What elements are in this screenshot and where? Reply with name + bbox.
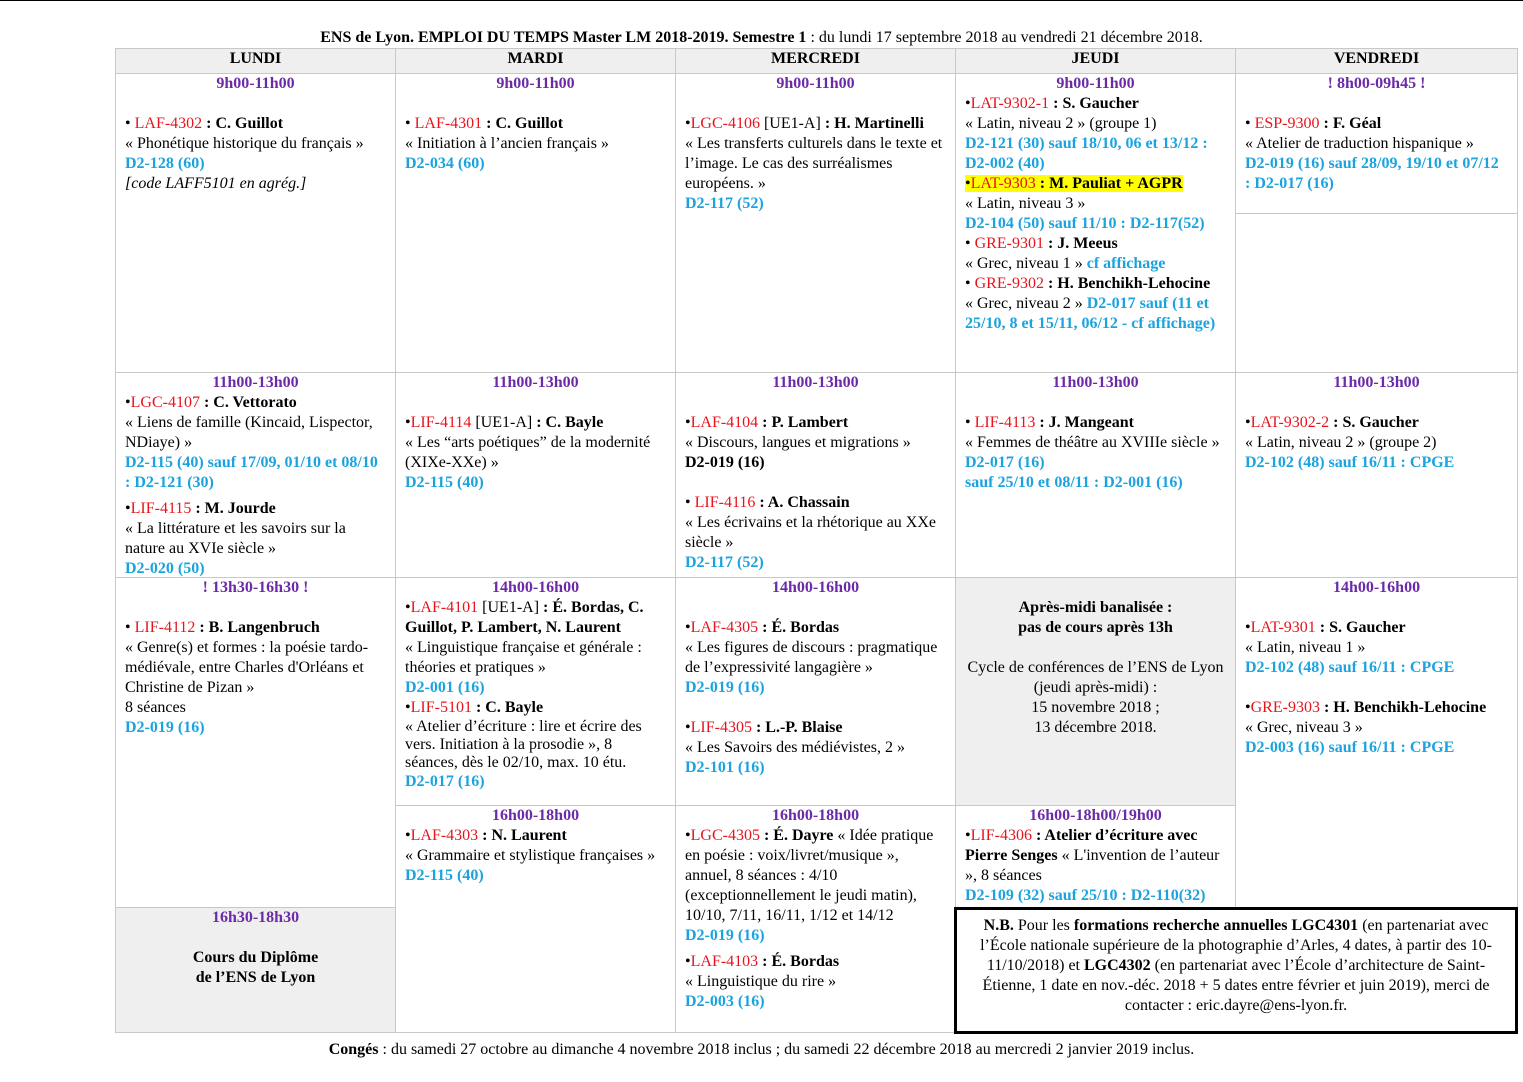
course-title: « Phonétique historique du français »	[125, 135, 364, 152]
course-entry: •LGC-4107 : C. Vettorato	[125, 394, 297, 411]
slot-time: 11h00-13h00	[1333, 374, 1420, 391]
slot-time: 16h00-18h00	[491, 807, 580, 824]
slot-time: 14h00-16h00	[771, 579, 860, 596]
slot-mardi-11h	[395, 372, 676, 578]
slot-mercredi-11h	[675, 372, 956, 578]
top-rule	[0, 0, 1523, 1]
course-title: « Latin, niveau 2 » (groupe 2)	[1245, 434, 1437, 451]
slot-mercredi-14h	[675, 577, 956, 806]
course-room: D2-115 (40)	[405, 867, 484, 884]
notice-date: 15 novembre 2018 ;	[1031, 699, 1160, 716]
contact-email[interactable]: eric.dayre@ens-lyon.fr	[1195, 997, 1344, 1014]
course-entry: •LIF-4115 : M. Jourde	[125, 500, 276, 517]
course-title: Cours du Diplôme	[192, 949, 319, 966]
course-title: « Atelier d’écriture : lire et écrire des vers. Initiation à la prosodie », 8 séances, dès le 02/10, max. 10 étu.	[405, 718, 642, 771]
slot-jeudi-16h	[955, 805, 1236, 908]
course-title: « Latin, niveau 1 »	[1245, 639, 1366, 656]
slot-time: 11h00-13h00	[1052, 374, 1139, 391]
course-entry: • LIF-4112 : B. Langenbruch	[125, 619, 320, 636]
slot-mardi-14h	[395, 577, 676, 806]
slot-vendredi-empty	[1235, 213, 1518, 373]
slot-time: 9h00-11h00	[496, 75, 575, 92]
course-title: « Grec, niveau 1 » cf affichage	[965, 255, 1166, 272]
course-room: D2-104 (50) sauf 11/10 : D2-117(52)	[965, 215, 1205, 232]
course-entry: •LAT-9302-2 : S. Gaucher	[1245, 414, 1419, 431]
notice-heading: pas de cours après 13h	[1018, 619, 1173, 636]
slot-time: 11h00-13h00	[772, 374, 859, 391]
course-room: D2-019 (16)	[125, 719, 205, 736]
course-room: D2-003 (16) sauf 16/11 : CPGE	[1245, 739, 1455, 756]
course-title: « Latin, niveau 3 »	[965, 195, 1086, 212]
slot-time: 9h00-11h00	[776, 75, 855, 92]
slot-time: 14h00-16h00	[491, 579, 580, 596]
course-entry: •LAF-4103 : É. Bordas	[685, 953, 840, 970]
course-room: D2-019 (16) sauf 28/09, 19/10 et 07/12 : D2-017 (16)	[1245, 155, 1499, 192]
slot-time: ! 8h00-09h45 !	[1327, 75, 1426, 92]
course-room: D2-017 (16)	[965, 454, 1045, 471]
holidays-footer: Congés : du samedi 27 octobre au dimanche 4 novembre 2018 inclus ; du samedi 22 décembre 2018 au mercredi 2 janvier 2019 inclus.	[328, 1041, 1195, 1058]
slot-time: 14h00-16h00	[1332, 579, 1421, 596]
course-entry: •LAF-4104 : P. Lambert	[685, 414, 849, 431]
course-entry: •LAF-4101 [UE1-A] : É. Bordas, C. Guillot, P. Lambert, N. Laurent	[405, 599, 644, 636]
course-entry: • LAF-4302 : C. Guillot	[125, 115, 284, 132]
course-title: « Linguistique du rire »	[685, 973, 837, 990]
course-title: « Linguistique française et générale : théories et pratiques »	[405, 639, 642, 676]
day-header-mardi: MARDI	[395, 48, 676, 74]
course-room: D2-101 (16)	[685, 759, 765, 776]
slot-lundi-13h30	[115, 577, 396, 908]
course-room: D2-102 (48) sauf 16/11 : CPGE	[1245, 659, 1455, 676]
nb-notice-box: N.B. Pour les formations recherche annuelles LGC4301 (en partenariat avec l’École nationale supérieure de la photographie d’Arles, 4 dates, à partir des 10-11/10/2018) et LGC4302 (en partenariat avec l’École d’architecture de Saint-Étienne, 1 date en nov.-déc. 2018 + 5 dates entre février et juin 2019), merci de contacter : eric.dayre@ens-lyon.fr.	[954, 907, 1518, 1034]
course-sessions: 8 séances	[125, 699, 186, 716]
course-room: D2-102 (48) sauf 16/11 : CPGE	[1245, 454, 1455, 471]
slot-mardi-9h	[395, 73, 676, 373]
course-entry: •LAT-9302-1 : S. Gaucher	[965, 95, 1139, 112]
course-room: D2-019 (16)	[685, 454, 765, 471]
slot-lundi-16h30	[115, 907, 396, 1033]
course-title: « Les “arts poétiques” de la modernité (XIXe-XXe) »	[405, 434, 651, 471]
course-note: [code LAFF5101 en agrég.]	[125, 175, 307, 192]
course-room: D2-121 (30) sauf 18/10, 06 et 13/12 : D2-002 (40)	[965, 135, 1208, 172]
course-entry: •LGC-4305 : É. Dayre « Idée pratique en poésie : voix/livret/musique », annuel, 8 séances : 4/10 (exceptionnellement le jeudi matin), 10/10, 7/11, 16/11, 1/12 et 14/12	[685, 827, 934, 924]
course-entry: •LAT-9301 : S. Gaucher	[1245, 619, 1406, 636]
slot-lundi-11h	[115, 372, 396, 578]
page-title: ENS de Lyon. EMPLOI DU TEMPS Master LM 2018-2019. Semestre 1 : du lundi 17 septembre 2018 au vendredi 21 décembre 2018.	[320, 29, 1203, 46]
course-title: « Atelier de traduction hispanique »	[1245, 135, 1474, 152]
notice-heading: Après-midi banalisée :	[1018, 599, 1173, 616]
course-entry: •LIF-4114 [UE1-A] : C. Bayle	[405, 414, 604, 431]
slot-vendredi-8h	[1235, 73, 1518, 214]
course-title: « Les figures de discours : pragmatique de l’expressivité langagière »	[685, 639, 938, 676]
course-title: « Les Savoirs des médiévistes, 2 »	[685, 739, 905, 756]
day-header-lundi: LUNDI	[115, 48, 396, 74]
course-room: D2-128 (60)	[125, 155, 205, 172]
course-room: D2-115 (40)	[405, 474, 484, 491]
slot-time: 16h00-18h00	[771, 807, 860, 824]
slot-mercredi-9h	[675, 73, 956, 373]
course-room: D2-001 (16)	[405, 679, 485, 696]
course-entry: •GRE-9303 : H. Benchikh-Lehocine	[1245, 699, 1487, 716]
course-entry: • GRE-9302 : H. Benchikh-Lehocine	[965, 275, 1211, 292]
course-entry: • LIF-4113 : J. Mangeant	[965, 414, 1134, 431]
slot-vendredi-14h	[1235, 577, 1518, 908]
course-title: « Liens de famille (Kincaid, Lispector, NDiaye) »	[125, 414, 373, 451]
slot-jeudi-9h	[955, 73, 1236, 373]
day-header-vendredi: VENDREDI	[1235, 48, 1518, 74]
course-entry: • LAF-4301 : C. Guillot	[405, 115, 564, 132]
slot-time: 16h30-18h30	[211, 909, 300, 926]
notice-body: Cycle de conférences de l’ENS de Lyon (jeudi après-midi) :	[967, 659, 1224, 696]
course-title: « Genre(s) et formes : la poésie tardo-médiévale, entre Charles d'Orléans et Christine de Pizan »	[125, 639, 369, 696]
course-title: « Grec, niveau 3 »	[1245, 719, 1363, 736]
course-entry: •LAT-9303 : M. Pauliat + AGPR	[965, 175, 1183, 192]
course-title: « Les transferts culturels dans le texte et l’image. Le cas des surréalismes européens. »	[685, 135, 943, 192]
course-entry: •LIF-4305 : L.-P. Blaise	[685, 719, 843, 736]
course-room: D2-109 (32) sauf 25/10 : D2-110(32)	[965, 887, 1206, 904]
slot-mercredi-16h	[675, 805, 956, 1033]
course-entry: •LIF-4306 : Atelier d’écriture avec Pierre Senges « L'invention de l’auteur », 8 séances	[965, 827, 1220, 884]
course-room: D2-117 (52)	[685, 195, 764, 212]
course-entry: •LIF-5101 : C. Bayle	[405, 699, 544, 716]
course-entry: •LAF-4305 : É. Bordas	[685, 619, 840, 636]
slot-jeudi-afternoon	[955, 577, 1236, 806]
course-title: de l’ENS de Lyon	[195, 969, 316, 986]
slot-time: 9h00-11h00	[1056, 75, 1135, 92]
day-header-mercredi: MERCREDI	[675, 48, 956, 74]
course-entry: •LGC-4106 [UE1-A] : H. Martinelli	[685, 115, 924, 132]
course-title: « Les écrivains et la rhétorique au XXe siècle »	[685, 514, 937, 551]
course-room: D2-017 (16)	[405, 773, 485, 790]
course-room: D2-003 (16)	[685, 993, 765, 1010]
slot-time: 11h00-13h00	[212, 374, 299, 391]
course-room: sauf 25/10 et 08/11 : D2-001 (16)	[965, 474, 1183, 491]
course-title: « Latin, niveau 2 » (groupe 1)	[965, 115, 1157, 132]
slot-lundi-9h	[115, 73, 396, 373]
course-title: « Grammaire et stylistique françaises »	[405, 847, 656, 864]
notice-date: 13 décembre 2018.	[1034, 719, 1157, 736]
course-room: D2-115 (40) sauf 17/09, 01/10 et 08/10 : D2-121 (30)	[125, 454, 378, 491]
course-room: D2-117 (52)	[685, 554, 764, 571]
course-title: « La littérature et les savoirs sur la nature au XVIe siècle »	[125, 520, 346, 557]
course-title: « Initiation à l’ancien français »	[405, 135, 609, 152]
course-room: D2-019 (16)	[685, 927, 765, 944]
slot-time: 11h00-13h00	[492, 374, 579, 391]
course-entry: • ESP-9300 : F. Géal	[1245, 115, 1382, 132]
slot-time: 16h00-18h00/19h00	[1029, 807, 1162, 824]
day-header-jeudi: JEUDI	[955, 48, 1236, 74]
slot-vendredi-11h	[1235, 372, 1518, 578]
slot-jeudi-11h	[955, 372, 1236, 578]
course-room: D2-034 (60)	[405, 155, 485, 172]
course-entry: • LIF-4116 : A. Chassain	[685, 494, 850, 511]
slot-mardi-16h	[395, 805, 676, 1033]
slot-time: ! 13h30-16h30 !	[202, 579, 309, 596]
slot-time: 9h00-11h00	[216, 75, 295, 92]
course-entry: •LAF-4303 : N. Laurent	[405, 827, 567, 844]
course-title: « Femmes de théâtre au XVIIIe siècle »	[965, 434, 1220, 451]
course-room: D2-020 (50)	[125, 560, 205, 577]
course-title: « Grec, niveau 2 » D2-017 sauf (11 et 25/10, 8 et 15/11, 06/12 - cf affichage)	[965, 295, 1216, 332]
course-room: D2-019 (16)	[685, 679, 765, 696]
course-entry: • GRE-9301 : J. Meeus	[965, 235, 1118, 252]
course-title: « Discours, langues et migrations »	[685, 434, 911, 451]
